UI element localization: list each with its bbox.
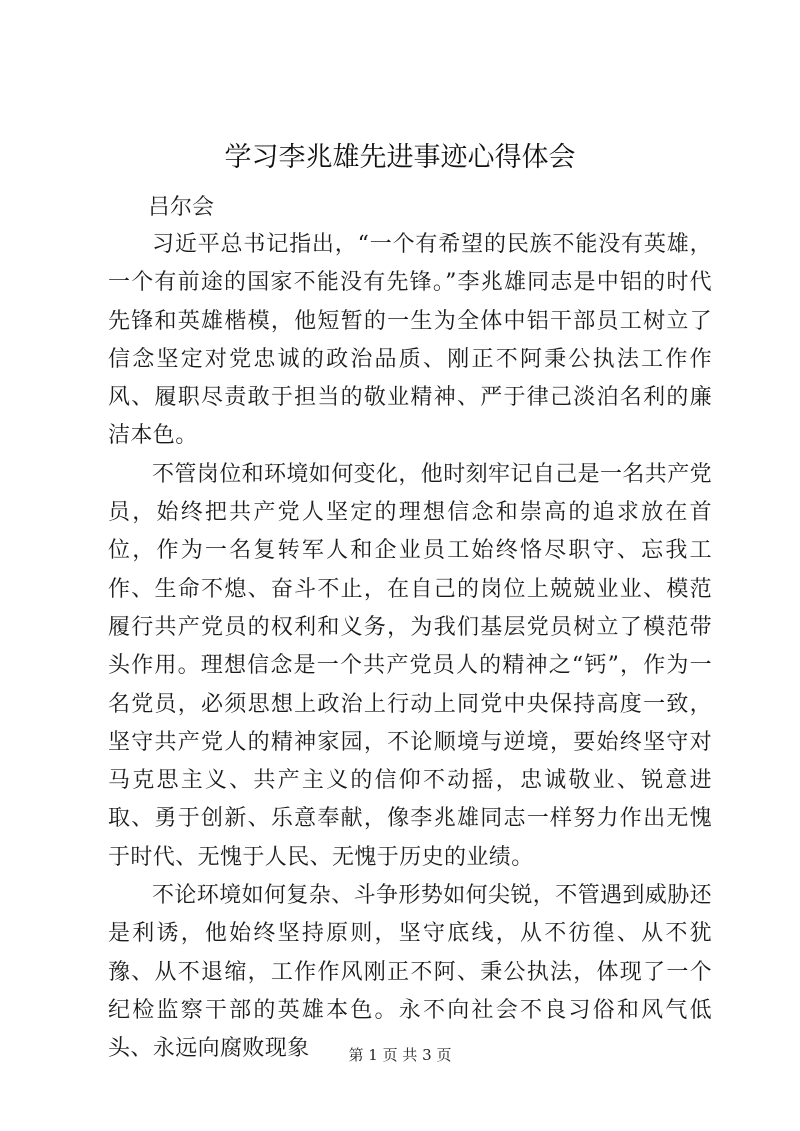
document-body [108, 226, 712, 1069]
paragraph-1: 习近平总书记指出，“一个有希望的民族不能没有英雄，一个有前途的国家不能没有先锋。”李兆雄同志是中铝的时代先锋和英雄楷模，他短暂的一生为全体中铝干部员工树立了信念坚定对党忠诚的政治品质、刚正不阿秉公执法工作作风、履职尽责敢于担当的敬业精神、严于律己淡泊名利的廉洁本色。 [108, 232, 712, 449]
document-title: 学习李兆雄先进事迹心得体会 [224, 142, 576, 173]
paragraph-2: 不管岗位和环境如何变化，他时刻牢记自己是一名共产党员，始终把共产党人坚定的理想信念和崇高的追求放在首位，作为一名复转军人和企业员工始终恪尽职守、忘我工作、生命不熄、奋斗不止，在自己的岗位上兢兢业业、模范履行共产党员的权利和义务，为我们基层党员树立了模范带头作用。理想信念是一个共产党员人的精神之“钙”，作为一名党员，必须思想上政治上行动上同党中央保持高度一致，坚守共产党人的精神家园，不论顺境与逆境，要始终坚守对马克思主义、共产主义的信仰不动摇，忠诚敬业、锐意进取、勇于创新、乐意奉献，像李兆雄同志一样努力作出无愧于时代、无愧于人民、无愧于历史的业绩。 [108, 461, 713, 870]
paragraph-3: 不论环境如何复杂、斗争形势如何尖锐，不管遇到威胁还是利诱，他始终坚持原则，坚守底线，从不彷徨、从不犹豫、从不退缩，工作作风刚正不阿、秉公执法，体现了一个纪检监察干部的英雄本色。永不向社会不良习俗和风气低头、永远向腐败现象 [108, 883, 713, 1062]
author-name: 吕尔会 [148, 195, 215, 220]
page-footer: 第 1 页 共 3 页 [348, 1046, 452, 1064]
